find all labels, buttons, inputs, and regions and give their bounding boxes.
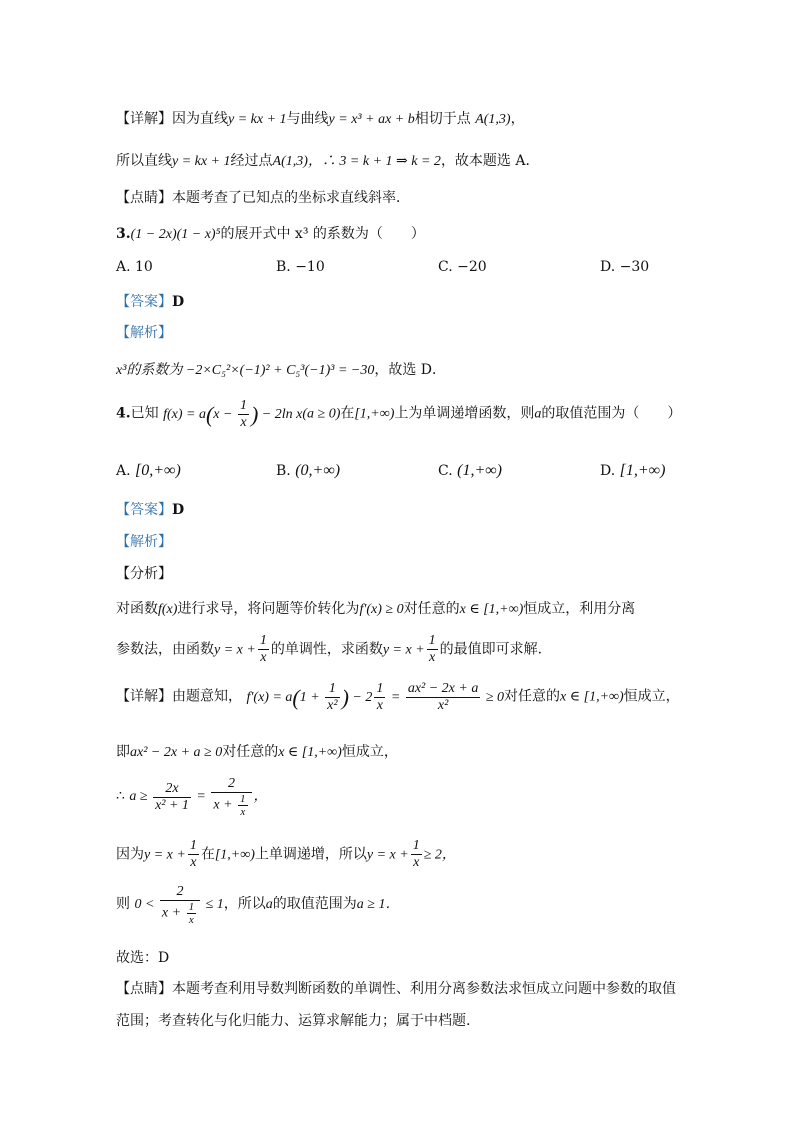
math: y = x + (382, 642, 425, 658)
math: y = x + (214, 642, 256, 658)
comment-text: 本题考查利用导数判断函数的单调性、利用分离参数法求恒成立问题中参数的取值 (172, 981, 676, 997)
q4-comment-line-2: 范围；考查转化与化归能力、运算求解能力；属于中档题. (116, 1013, 471, 1029)
math: x ∈ [1,+∞) (278, 745, 342, 760)
q3-options (116, 259, 676, 279)
math: f′(x) ≥ 0 (359, 602, 404, 617)
answer-tag: 【答案】 (116, 502, 172, 518)
tangent-point: A(1,3) (475, 112, 511, 127)
q4-stem-text: 上为单调递增函数，则 (394, 405, 535, 422)
q4-detail-line-1 (116, 681, 680, 714)
math: ≥ 2， (423, 847, 456, 863)
fraction: $\frac{1}{x}$ (428, 633, 436, 665)
text: 的最值即可求解. (439, 641, 543, 658)
q4-analysis-tag: 【解析】 (116, 534, 172, 550)
q4-stem-text: 的取值范围为（ ） (541, 405, 682, 422)
text: 在 (200, 846, 215, 863)
q4-option-b (276, 462, 340, 480)
comment-text: 本题考查了已知点的坐标求直线斜率． (172, 190, 410, 206)
q3-option-c: C. −20 (438, 259, 487, 275)
detail-tag: 【详解】 (116, 688, 172, 705)
answer-value: D (172, 502, 185, 518)
math: [1,+∞) (214, 847, 255, 863)
comment-tag: 【点睛】 (116, 981, 172, 997)
fraction: $\frac{1}{x}$ (259, 633, 267, 665)
option-letter: B. (276, 463, 291, 479)
fraction: $\frac{2x}{\text{x² + 1}}$ (155, 780, 189, 813)
text: 上单调递增，所以 (254, 846, 367, 863)
answer-value: D (172, 294, 185, 310)
answer-tag: 【答案】 (116, 294, 172, 310)
text: 即 (116, 744, 130, 760)
option-letter: D. (600, 463, 616, 479)
detail-text: 所以直线 (116, 153, 172, 169)
fraction: $\frac{1}{x}$ (189, 838, 197, 870)
q3-option-b: B. −10 (276, 259, 325, 275)
q4-step-3 (116, 776, 268, 818)
q4-number: 4. (116, 405, 131, 422)
math: a ≥ 1． (356, 897, 400, 913)
math: a ≥ $\frac{2x}{\text{x² + 1}}$ = 2 x + $\frac{1}{x}$ ， (129, 776, 268, 818)
q4-step-2 (116, 741, 398, 761)
fraction: $\frac{\text{ax² − 2x + a}}{\text{x²}}$ (407, 681, 479, 713)
detail-text: ， (510, 111, 525, 127)
text: 对任意的 (403, 601, 460, 617)
text: 的单调性，求函数 (270, 641, 383, 658)
derivative-expression: f′(x) = a(1 + $\frac{1}{\text{x²}}$ ) − 2 $\frac{1}{x}$ = $\frac{\text{ax² − 2x + a}}{\text{x²}}$ ≥ 0 (246, 681, 505, 713)
option-value: (0,+∞) (295, 462, 341, 479)
q3-expression: (1 − 2x)(1 − x)⁵ (130, 227, 221, 242)
comment-line (116, 187, 410, 207)
detail-text: 经过点 (230, 153, 273, 169)
q3-analysis-math: x³的系数为 −2×C₅²×(−1)² + C₅³(−1)³ = −30 (116, 363, 375, 378)
text: 对任意的 (222, 744, 279, 760)
detail-tag: 【详解】 (116, 111, 172, 127)
detail-text: 与曲线 (286, 111, 329, 127)
q4-stem-text: 在 (340, 405, 355, 422)
q4-stem (116, 398, 681, 431)
option-letter: C. (438, 463, 453, 479)
text: 对函数 (116, 601, 158, 617)
text: 的取值范围为 (272, 896, 357, 913)
option-value: [0,+∞) (135, 462, 181, 479)
detail-text: 因为直线 (172, 111, 228, 127)
text: 参数法，由函数 (116, 641, 214, 658)
detail-text: ，故本题选 A． (440, 153, 540, 169)
text: 恒成立， (341, 744, 398, 760)
option-value: (1,+∞) (457, 462, 502, 479)
q4-option-d (600, 462, 665, 480)
q4-condition: (a ≥ 0) (302, 406, 341, 422)
therefore-symbol: ∴ (116, 788, 125, 805)
curve-equation: y = x³ + ax + b (328, 112, 415, 127)
text: 对任意的 (504, 688, 561, 705)
q4-analyze-tag: 【分析】 (116, 566, 172, 582)
q4-step-4 (116, 838, 456, 871)
fraction: 2 x + $\frac{1}{x}$ (211, 776, 251, 818)
detail-text: 相切于点 (414, 111, 471, 127)
text: 进行求导，将问题等价转化为 (177, 601, 360, 617)
math: a (265, 897, 273, 913)
math: x ∈ [1,+∞) (459, 602, 524, 617)
option-letter: A. (116, 463, 131, 479)
q4-variable: a (534, 406, 542, 422)
q4-option-c (438, 462, 502, 480)
math: x ∈ [1,+∞) (560, 689, 624, 705)
q3-stem (116, 223, 425, 243)
math: f(x) (158, 602, 178, 617)
fraction: $\frac{1}{\text{x²}}$ (327, 681, 338, 713)
passing-point: A(1,3) (272, 154, 308, 169)
q4-analyze-line-1 (116, 598, 635, 618)
q4-step-5 (116, 884, 399, 926)
text: 则 (116, 896, 130, 913)
q4-analyze-line-2 (116, 633, 542, 666)
comment-tag: 【点睛】 (116, 190, 172, 206)
q3-number: 3. (116, 226, 131, 242)
option-value: [1,+∞) (619, 462, 666, 479)
q3-answer (116, 291, 184, 311)
q3-stem-text: 的展开式中 x³ 的系数为（ ） (220, 226, 425, 242)
q4-function: f(x) = a(x − $\frac{1}{x}$ ) − 2ln x (163, 398, 303, 430)
math: y = x + (144, 847, 186, 863)
slope-derivation: ，∴ 3 = k + 1 ⇒ k = 2 (307, 154, 441, 169)
q4-stem-text: 已知 (130, 405, 159, 422)
math: 0 < 2 x + $\frac{1}{x}$ ≤ 1 (134, 884, 224, 926)
text: 因为 (116, 846, 144, 863)
detail-line-1 (116, 108, 525, 128)
fraction: $\frac{1}{x}$ (412, 838, 420, 870)
q4-option-a (116, 462, 181, 480)
q3-analysis-end: ，故选 D． (374, 362, 447, 378)
text: 恒成立， (623, 688, 680, 705)
math: ax² − 2x + a ≥ 0 (130, 745, 223, 760)
q3-option-a: A. 10 (116, 259, 153, 275)
q3-analysis (116, 359, 446, 379)
text: 恒成立，利用分离 (523, 601, 636, 617)
text: 由题意知， (172, 688, 242, 705)
text: ，所以 (223, 896, 266, 913)
fraction: $\frac{1}{x}$ (376, 681, 384, 713)
q4-choose: 故选：D (116, 950, 170, 966)
line-equation: y = kx + 1 (228, 112, 287, 127)
math: y = x + (366, 847, 409, 863)
q3-option-d: D. −30 (600, 259, 650, 275)
q4-comment-line-1 (116, 978, 676, 998)
fraction: $\frac{1}{x}$ (239, 398, 247, 430)
q4-answer (116, 499, 184, 519)
fraction: 2 x + $\frac{1}{x}$ (160, 884, 200, 926)
detail-line-2 (116, 150, 540, 170)
line-equation: y = kx + 1 (172, 154, 231, 169)
q3-analysis-tag: 【解析】 (116, 325, 172, 341)
q4-interval: [1,+∞) (354, 406, 395, 422)
